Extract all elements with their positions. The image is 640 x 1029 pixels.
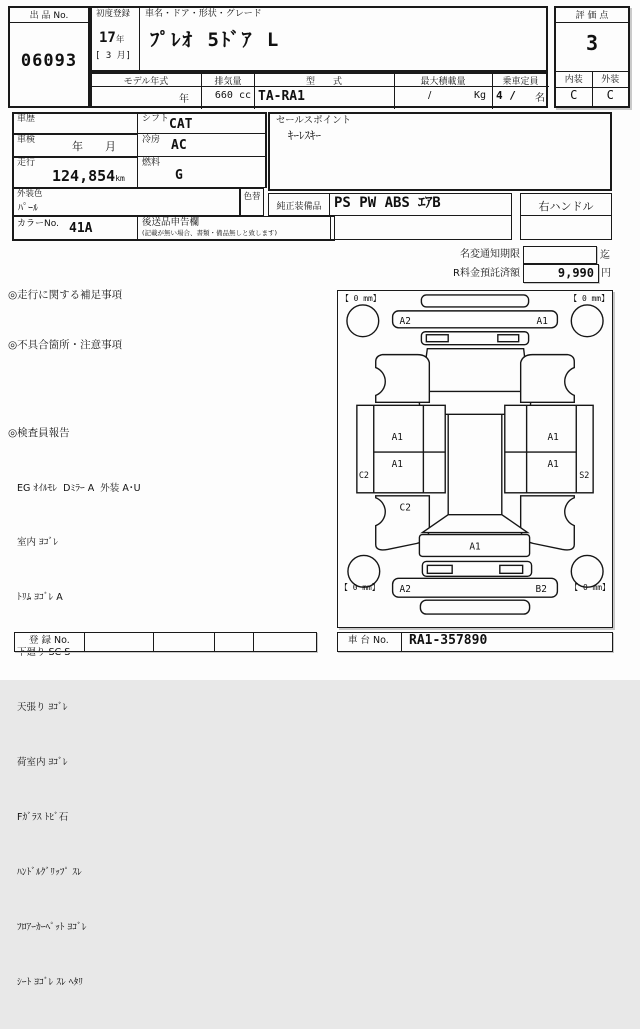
- capacity-value: 4 / 名: [496, 89, 545, 104]
- divider: [253, 633, 254, 651]
- first-reg-label: 初度登録: [96, 9, 131, 19]
- first-reg-year: 17年: [99, 30, 125, 46]
- displacement-label: 排気量: [202, 73, 254, 87]
- panel-label-left-rocker: C2: [358, 469, 370, 480]
- name-change-until: 迄: [600, 250, 610, 261]
- tire-label-front-left: 【 0 mm】: [340, 293, 381, 303]
- capacity-label: 乗車定員: [492, 73, 549, 87]
- tire-front-right: [571, 305, 603, 337]
- left-side-block: [357, 405, 445, 492]
- displacement-cell: [202, 73, 255, 109]
- car-name-value: ﾌﾟﾚｵ 5ﾄﾞｱ L: [150, 29, 281, 51]
- tire-label-rear-left: 【 0 mm】: [339, 583, 380, 593]
- rear-edge-strip: [420, 600, 529, 614]
- inspector-item: ｼｰﾄ ﾖｺﾞﾚ ｽﾚ ﾍﾀﾘ: [17, 976, 84, 988]
- inspector-item: Fｶﾞﾗｽ ﾄﾋﾞ石: [17, 811, 69, 823]
- equipment-value: PS PW ABS ｴｱB: [334, 195, 441, 211]
- panel-label-rear-bumper-left: A2: [399, 584, 411, 596]
- score-box: [554, 6, 630, 108]
- mileage-note-heading: ◎走行に関する補足事項: [8, 289, 123, 301]
- rear-bumper: [393, 578, 558, 597]
- recycle-unit: 円: [601, 268, 611, 279]
- history-label: 車歴: [17, 114, 36, 124]
- model-year-label: モデル年式: [91, 73, 201, 87]
- panel-label-front-bumper-right: A1: [536, 315, 548, 327]
- inspector-items: [17, 443, 141, 1029]
- exterior-label: 外装: [601, 75, 620, 85]
- fuel-row: [138, 157, 267, 188]
- tire-label-rear-right: 【 0 mm】: [570, 583, 611, 593]
- divider: [401, 633, 402, 651]
- defects-heading: ◎不具合箇所・注意事項: [8, 339, 123, 351]
- color-no-value: 41A: [69, 221, 93, 236]
- tire-label-front-right: 【 0 mm】: [569, 293, 610, 303]
- inspector-item: 下廻り SC S: [17, 647, 71, 659]
- equipment-label-cell: [268, 193, 330, 216]
- max-load-value: / Kg: [428, 90, 486, 101]
- grade-headers: [556, 72, 628, 88]
- shaken-value: 年 月: [72, 140, 116, 153]
- ext-color-value: ﾊﾟｰﾙ: [18, 203, 38, 214]
- divider: [153, 633, 154, 651]
- taillight-left: [427, 565, 452, 573]
- auction-no-value: 06093: [20, 51, 78, 71]
- car-header-box: [90, 6, 548, 72]
- panel-label-left-quarter: C2: [399, 502, 411, 514]
- panel-label-rear-bumper-right: B2: [535, 584, 547, 596]
- aircon-label: 冷房: [142, 135, 161, 145]
- model-code-value: TA-RA1: [258, 89, 305, 104]
- color-no-box: [12, 216, 138, 241]
- headlight-left: [426, 335, 448, 342]
- model-year-value: 年: [179, 94, 189, 105]
- aircon-value: AC: [171, 138, 187, 153]
- front-right-fender: [521, 355, 575, 403]
- color-change-box: [240, 188, 264, 216]
- ext-color-box: [12, 188, 240, 216]
- front-left-fender: [376, 355, 430, 403]
- tire-front-left: [347, 305, 379, 337]
- shaken-row: [12, 134, 138, 157]
- history-row: [12, 112, 138, 134]
- score-value: 3: [556, 23, 628, 72]
- panel-label-left-door-front: A1: [391, 432, 403, 444]
- panel-label-right-side: S2: [579, 469, 590, 480]
- inspector-heading: ◎検査員報告: [8, 427, 70, 439]
- displacement-value: 660 cc: [214, 90, 251, 101]
- recycle-amount: 9,990: [557, 266, 594, 280]
- inspector-item: ﾌﾛｱｰｶｰﾍﾟｯﾄ ﾖｺﾞﾚ: [17, 921, 87, 933]
- car-name-label: 車名・ドア・形状・グレード: [145, 9, 262, 19]
- equipment-extra-cell: [330, 216, 512, 240]
- car-damage-diagram: [338, 291, 612, 627]
- name-change-field: [523, 246, 597, 264]
- color-no-label: カラーNo.: [17, 219, 59, 229]
- front-bumper: [393, 311, 558, 328]
- sales-point-label: セールスポイント: [276, 115, 352, 126]
- later-items-label: 後送品申告欄: [142, 217, 200, 228]
- mileage-row: [12, 157, 138, 188]
- grade-values: [556, 88, 628, 108]
- shift-row: [138, 112, 267, 134]
- handle-box: [520, 193, 612, 216]
- recycle-label: R料金預託済額: [453, 268, 520, 279]
- divider: [84, 633, 85, 651]
- panel-label-right-door-front: A1: [547, 432, 559, 444]
- shaken-label: 車検: [17, 135, 36, 145]
- later-items-box: [138, 216, 335, 241]
- chassis-no-value: RA1-357890: [409, 633, 488, 648]
- exterior-grade: C: [606, 88, 614, 102]
- mileage-label: 走行: [17, 158, 36, 168]
- damage-diagram-box: [337, 290, 613, 628]
- equipment-label: 純正装備品: [276, 202, 322, 212]
- handle-value: 右ハンドル: [538, 200, 594, 213]
- mileage-value: 124,854km: [52, 167, 125, 185]
- later-items-note: (記載が無い場合、書類・備品無しと致します): [142, 229, 278, 237]
- taillight-right: [500, 565, 523, 573]
- inspector-item: ﾄﾘﾑ ﾖｺﾞﾚ A: [17, 592, 63, 604]
- interior-grade: C: [556, 88, 593, 108]
- shift-label: シフト: [142, 114, 170, 124]
- name-change-label: 名変通知期限: [460, 249, 520, 260]
- windshield: [421, 349, 528, 392]
- model-code-cell: [254, 73, 395, 109]
- inspector-item: EG ｵｲﾙﾓﾚ Dﾐﾗｰ A 外装 A･U: [17, 482, 141, 494]
- divider: [214, 633, 215, 651]
- spec-row: [90, 72, 548, 108]
- divider: [139, 8, 140, 70]
- score-label: 評 価 点: [556, 8, 628, 23]
- roof-sides: [448, 414, 502, 514]
- inspector-item: 天張り ﾖｺﾞﾚ: [17, 702, 68, 714]
- first-reg-month: [ 3 月]: [95, 51, 132, 61]
- inspector-item: 荷室内 ﾖｺﾞﾚ: [17, 757, 68, 769]
- model-year-cell: [91, 73, 202, 109]
- auction-no-box: [8, 6, 90, 108]
- handle-extra-cell: [520, 216, 612, 240]
- auction-no-label: 出 品 No.: [10, 8, 88, 23]
- chassis-no-label: 車 台 No.: [348, 635, 389, 646]
- ext-color-label: 外装色: [17, 189, 43, 199]
- fuel-label: 燃料: [142, 158, 161, 168]
- reg-no-table: [14, 632, 317, 652]
- panel-label-front-bumper-left: A2: [399, 315, 411, 327]
- max-load-cell: [394, 73, 493, 109]
- recycle-field: [523, 264, 599, 283]
- reg-no-label: 登 録 No.: [29, 635, 70, 646]
- front-edge-strip: [421, 295, 528, 307]
- sales-point-value: ｷｰﾚｽｷｰ: [288, 129, 321, 142]
- equipment-value-cell: [330, 193, 512, 216]
- panel-label-right-door-rear: A1: [547, 458, 559, 470]
- inspector-item: ﾊﾝﾄﾞﾙｸﾞﾘｯﾌﾟ ｽﾚ: [17, 866, 82, 878]
- headlight-right: [498, 335, 519, 342]
- chassis-no-box: [337, 632, 613, 652]
- aircon-row: [138, 134, 267, 157]
- max-load-label: 最大積載量: [394, 73, 492, 87]
- panel-label-rear-gate: A1: [469, 541, 481, 553]
- sales-point-box: [268, 112, 612, 191]
- panel-label-left-door-rear: A1: [391, 458, 403, 470]
- model-code-label: 型 式: [254, 73, 394, 87]
- rear-window: [422, 515, 527, 533]
- color-change-label: 色替: [243, 192, 261, 202]
- inspector-item: 室内 ﾖｺﾞﾚ: [17, 537, 59, 549]
- interior-label: 内装: [556, 72, 593, 87]
- capacity-cell: [492, 73, 549, 109]
- shift-value: CAT: [169, 117, 193, 132]
- fuel-value: G: [175, 168, 183, 183]
